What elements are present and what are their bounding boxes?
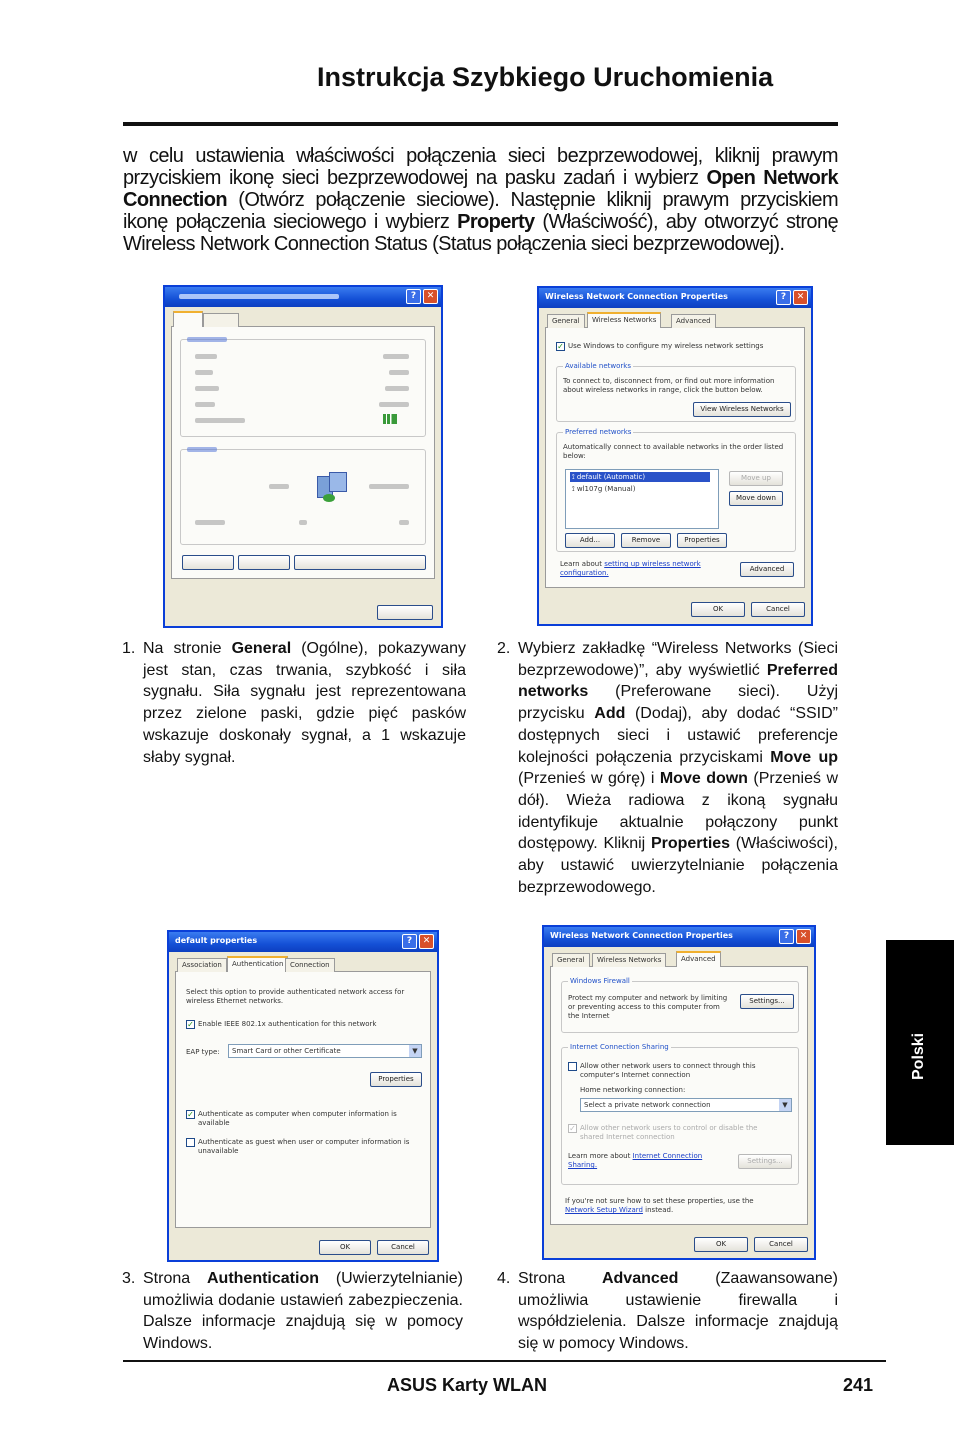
caption-text: (Uwierzytelnianie) umożliwia dodanie ustawień zabezpieczenia. Dalsze informacje znajdują się w pomocy Windows. — [143, 1270, 463, 1353]
add-button[interactable]: Add... — [565, 533, 615, 548]
auth-guest-label: Authenticate as guest when user or computer information is unavailable — [198, 1138, 410, 1155]
tab-association[interactable]: Association — [177, 958, 227, 972]
dialog-panel — [175, 972, 431, 1228]
caption-4 — [497, 1268, 838, 1355]
footer-title: ASUS Karty WLAN — [387, 1375, 548, 1395]
properties-button[interactable]: Properties — [370, 1072, 422, 1087]
caption-number: 3. — [122, 1270, 136, 1287]
enable-ieee-checkbox[interactable]: ✓ — [187, 1020, 194, 1029]
home-networking-label: Home networking connection: — [580, 1086, 686, 1094]
dialog-title-bar — [544, 927, 814, 947]
use-windows-checkbox[interactable]: ✓ — [557, 342, 564, 351]
intro-text: w celu ustawienia właściwości połączenia sieci bezprzewodowej, kliknij prawym przyciskiem ikonę sieci bezprzewodowej na pasku zadań i wybierz — [123, 145, 838, 189]
caption-number: 2. — [497, 640, 511, 657]
caption-bold: Move down — [659, 770, 748, 788]
allow-control-label: Allow other network users to control or disable the shared Internet connection — [580, 1124, 758, 1141]
dialog-panel — [550, 967, 808, 1225]
network-name: default (Automatic) — [576, 473, 646, 481]
learn-prefix: Learn more about — [568, 1152, 633, 1160]
tab-connection[interactable]: Connection — [285, 958, 335, 972]
tab-wireless-networks[interactable]: Wireless Networks — [592, 953, 666, 967]
dialog-tabs — [545, 312, 805, 328]
chevron-down-icon: ▼ — [779, 1099, 791, 1111]
antenna-icon: ⟟ — [572, 485, 577, 493]
cancel-button[interactable]: Cancel — [751, 602, 805, 617]
dialog-panel — [545, 328, 805, 588]
screenshot-advanced-tab — [542, 925, 816, 1260]
ics-group — [561, 1043, 799, 1185]
connection-group — [180, 339, 426, 437]
close-button[interactable] — [377, 605, 433, 620]
learn-more-text — [568, 1152, 718, 1170]
tab-general[interactable]: General — [547, 314, 585, 328]
network-name: wl107g (Manual) — [576, 485, 636, 493]
caption-text: (Przenieś w dół). Wieża radiowa z ikoną sygnału identyfikuje aktualnie połączony punkt dostępowy. Kliknij — [518, 770, 839, 853]
network-row[interactable] — [570, 484, 710, 494]
use-windows-label: Use Windows to configure my wireless network settings — [568, 342, 764, 350]
learn-prefix: Learn about — [560, 560, 605, 568]
antenna-icon: ⟟ — [572, 473, 577, 481]
caption-text: (Właściwości), aby ustawić uwierzytelnianie połączenia bezprzewodowego. — [518, 835, 838, 896]
eap-type-value: Smart Card or other Certificate — [232, 1047, 341, 1055]
intro-bold-property: Property — [457, 211, 535, 233]
cancel-button[interactable]: Cancel — [754, 1237, 808, 1252]
screenshot-authentication-tab — [167, 930, 439, 1262]
caption-bold: Authentication — [207, 1270, 319, 1287]
preferred-networks-group — [556, 428, 796, 552]
preferred-networks-label: Preferred networks — [565, 428, 632, 436]
windows-firewall-label: Windows Firewall — [570, 977, 630, 985]
tab-advanced[interactable]: Advanced — [671, 314, 716, 328]
learn-link[interactable]: setting up wireless network configuration. — [560, 560, 701, 577]
available-networks-text: To connect to, disconnect from, or find out more information about wireless networks in range, click the button below. — [563, 377, 775, 394]
caption-text: Strona — [518, 1270, 602, 1287]
auth-guest-checkbox[interactable] — [186, 1138, 195, 1147]
available-networks-group — [556, 362, 796, 422]
caption-text: (Ogólne), pokazywany jest stan, czas trwania, szybkość i siła sygnału. Siła sygnału jest reprezentowana przez zielone paski, gdzie pięć pasków wskazuje doskonały sygnał, a 1 wskazuje słaby sygnał. — [143, 640, 466, 766]
caption-text: (Przenieś w górę) i — [518, 770, 660, 788]
view-wireless-networks-button[interactable] — [294, 555, 426, 570]
network-setup-wizard-link[interactable]: Network Setup Wizard — [565, 1206, 643, 1214]
ok-button[interactable]: OK — [319, 1240, 371, 1255]
help-icon[interactable]: ? — [779, 929, 794, 944]
network-row[interactable] — [570, 472, 710, 482]
dialog-tabs — [550, 951, 808, 967]
intro-text: (Właściwość), aby otworzyć stronę Wireless Network Connection Status (Status połączenia sieci bezprzewodowej). — [123, 211, 838, 255]
caption-text: Wybierz zakładkę “Wireless Networks (Sieci bezprzewodowe)”, aby wyświetlić — [518, 640, 838, 679]
caption-3 — [122, 1268, 463, 1355]
dialog-tabs — [175, 956, 431, 972]
auth-description: Select this option to provide authenticated network access for wireless Ethernet networks. — [186, 988, 405, 1005]
caption-bold: Advanced — [601, 1270, 679, 1287]
dialog-panel — [171, 327, 435, 579]
header-rule — [123, 122, 838, 126]
tab-general[interactable]: General — [552, 953, 590, 967]
wizard-text — [565, 1197, 765, 1215]
caption-number: 4. — [497, 1270, 511, 1287]
caption-text: (Zaawansowane) umożliwia ustawienie firewalla i współdzielenia. Dalsze informacje znajdują się w pomocy Windows. — [518, 1270, 838, 1353]
dialog-title-bar — [169, 932, 437, 952]
caption-2 — [497, 638, 839, 898]
dialog-title-bar — [539, 288, 811, 308]
caption-text: Strona — [143, 1270, 207, 1287]
chevron-down-icon: ▼ — [409, 1045, 421, 1057]
ics-settings-button[interactable]: Settings... — [738, 1154, 792, 1169]
firewall-settings-button[interactable]: Settings... — [740, 994, 794, 1009]
tab-support[interactable] — [203, 313, 239, 327]
caption-text: (Preferowane sieci). Użyj przycisku — [518, 683, 838, 723]
help-icon[interactable]: ? — [406, 289, 421, 304]
caption-text: (Dodaj), aby dodać “SSID” dostępnych sieci i ustawić preferencje kolejności połączenia przyciskami — [518, 705, 839, 766]
dialog-tabs — [171, 311, 435, 327]
tab-wireless-networks[interactable]: Wireless Networks — [587, 312, 661, 328]
caption-bold: Move up — [770, 748, 839, 766]
ics-label: Internet Connection Sharing — [570, 1043, 669, 1051]
disable-button[interactable] — [238, 555, 290, 570]
close-icon[interactable]: ✕ — [423, 289, 438, 304]
network-activity-icon — [313, 470, 351, 506]
dialog-title-bar — [165, 287, 441, 307]
activity-group — [180, 449, 426, 545]
view-wireless-networks-button[interactable]: View Wireless Networks — [693, 402, 791, 417]
properties-button[interactable]: Properties — [677, 533, 727, 548]
language-label: Polski — [910, 1032, 927, 1080]
enable-ieee-label: Enable IEEE 802.1x authentication for this network — [198, 1020, 377, 1028]
move-up-button[interactable]: Move up — [729, 471, 783, 486]
caption-bold: Add — [594, 705, 626, 723]
windows-firewall-group — [561, 977, 799, 1033]
auth-computer-label: Authenticate as computer when computer information is available — [198, 1110, 397, 1127]
intro-paragraph — [123, 145, 838, 255]
help-icon[interactable]: ? — [402, 934, 417, 949]
page-number: 241 — [843, 1375, 874, 1395]
language-side-tab — [886, 940, 954, 1145]
auth-computer-checkbox[interactable]: ✓ — [187, 1110, 194, 1119]
wizard-suffix: instead. — [642, 1206, 674, 1214]
remove-button[interactable]: Remove — [621, 533, 671, 548]
wizard-prefix: If you're not sure how to set these properties, use the — [565, 1197, 754, 1205]
caption-number: 1. — [122, 640, 136, 657]
learn-about-text — [560, 560, 710, 578]
dialog-title: Wireless Network Connection Properties — [550, 931, 733, 940]
screenshot-connection-status — [163, 285, 443, 628]
cancel-button[interactable]: Cancel — [377, 1240, 429, 1255]
screenshot-wireless-networks-tab — [537, 286, 813, 626]
caption-bold: General — [231, 640, 292, 657]
ics-learn-link[interactable]: Internet Connection Sharing. — [568, 1152, 703, 1169]
caption-1 — [122, 638, 466, 768]
home-networking-select[interactable] — [580, 1098, 792, 1112]
advanced-button[interactable]: Advanced — [740, 562, 794, 577]
close-icon[interactable]: ✕ — [419, 934, 434, 949]
help-icon[interactable]: ? — [776, 290, 791, 305]
properties-button[interactable] — [182, 555, 234, 570]
signal-strength-icon — [383, 414, 397, 424]
tab-authentication[interactable]: Authentication — [227, 956, 288, 972]
intro-text: (Otwórz połączenie sieciowe). Następnie kliknij prawym przyciskiem ikonę połączenia sieciowego i wybierz — [123, 189, 838, 233]
intro-bold-open-network: Open Network Connection — [123, 167, 838, 211]
caption-text: Na stronie — [143, 640, 232, 657]
home-networking-value: Select a private network connection — [584, 1101, 711, 1109]
preferred-networks-text: Automatically connect to available networks in the order listed below: — [563, 443, 784, 460]
caption-bold: Properties — [650, 835, 731, 853]
firewall-text: Protect my computer and network by limiting or preventing access to this computer from the Internet — [568, 994, 728, 1020]
move-down-button[interactable]: Move down — [729, 491, 783, 506]
eap-type-label: EAP type: — [186, 1048, 220, 1056]
eap-type-select[interactable] — [228, 1044, 422, 1058]
preferred-networks-list — [565, 469, 719, 529]
ok-button[interactable]: OK — [694, 1237, 748, 1252]
close-icon[interactable]: ✕ — [793, 290, 808, 305]
tab-general[interactable] — [173, 311, 203, 327]
allow-other-checkbox[interactable] — [568, 1062, 577, 1071]
close-icon[interactable]: ✕ — [796, 929, 811, 944]
allow-other-label: Allow other network users to connect through this computer's Internet connection — [580, 1062, 756, 1079]
footer-rule — [123, 1360, 886, 1362]
dialog-title: Wireless Network Connection Properties — [545, 292, 728, 301]
available-networks-label: Available networks — [565, 362, 631, 370]
caption-bold: Preferred networks — [518, 661, 838, 701]
page-title: Instrukcja Szybkiego Uruchomienia — [317, 62, 774, 92]
dialog-title: default properties — [175, 936, 258, 945]
allow-control-checkbox[interactable]: ✓ — [569, 1124, 576, 1133]
ok-button[interactable]: OK — [691, 602, 745, 617]
tab-advanced[interactable]: Advanced — [676, 951, 721, 967]
